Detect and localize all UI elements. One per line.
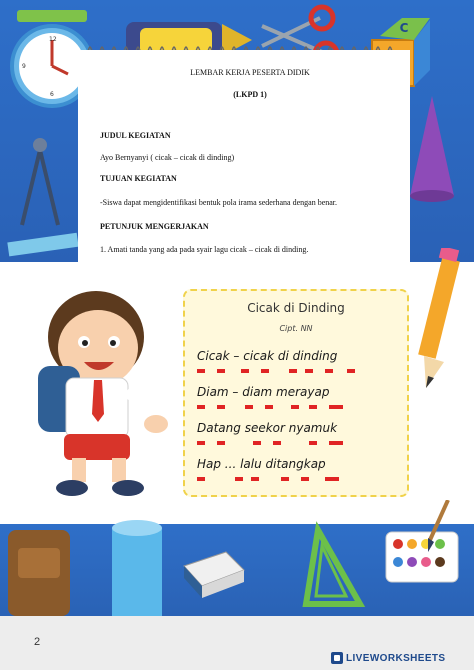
rhythm-mark: [301, 477, 309, 481]
rhythm-mark: [281, 477, 289, 481]
rhythm-mark: [235, 477, 243, 481]
rhythm-mark: [217, 441, 225, 445]
rhythm-mark: [251, 477, 259, 481]
section-heading-tujuan: TUJUAN KEGIATAN: [100, 174, 177, 183]
svg-text:6: 6: [50, 91, 54, 98]
lyric-line-4: Hap ... lalu ditangkap: [197, 457, 326, 471]
ruler-icon: [7, 233, 78, 257]
compass-icon: [22, 138, 58, 225]
section-text-petunjuk: 1. Amati tanda yang ada pada syair lagu cicak – cicak di dinding.: [100, 245, 309, 254]
pencil-icon: [416, 248, 460, 398]
rhythm-mark: [329, 441, 343, 445]
brand-text: LIVEWORKSHEETS: [346, 652, 446, 664]
lyric-line-3: Datang seekor nyamuk: [197, 421, 338, 435]
section-text-judul: Ayo Bernyanyi ( cicak – cicak di dinding): [100, 153, 235, 162]
rhythm-mark: [305, 369, 313, 373]
song-card: [183, 289, 409, 497]
svg-text:9: 9: [22, 63, 26, 70]
section-heading-judul: JUDUL KEGIATAN: [100, 131, 171, 140]
rhythm-mark: [197, 369, 205, 373]
cone-icon: [410, 96, 454, 202]
eraser-icon: [184, 552, 244, 598]
liveworksheets-brand[interactable]: [331, 650, 469, 666]
liveworksheets-logo-icon: [331, 652, 343, 664]
rhythm-mark: [253, 441, 261, 445]
bottom-decorations: [0, 500, 474, 616]
rhythm-mark: [197, 477, 205, 481]
worksheet-subtitle: (LKPD 1): [233, 90, 267, 99]
section-text-tujuan: -Siswa dapat mengidentifikasi bentuk pola irama sederhana dengan benar.: [100, 198, 338, 207]
song-credit: Cipt. NN: [279, 324, 313, 333]
song-title: Cicak di Dinding: [247, 301, 345, 315]
worksheet-title: LEMBAR KERJA PESERTA DIDIK: [190, 68, 310, 77]
rhythm-mark: [245, 405, 253, 409]
rhythm-mark: [329, 405, 343, 409]
rhythm-mark: [309, 405, 317, 409]
bag-icon: [8, 530, 70, 616]
rhythm-mark: [241, 369, 249, 373]
rhythm-mark: [265, 405, 273, 409]
boy-illustration: [28, 282, 178, 512]
rhythm-mark: [325, 369, 333, 373]
rhythm-mark: [217, 405, 225, 409]
triangle-ruler-icon: [306, 530, 360, 604]
rhythm-mark: [347, 369, 355, 373]
lyric-line-2: Diam – diam merayap: [197, 385, 330, 399]
section-heading-petunjuk: PETUNJUK MENGERJAKAN: [100, 222, 209, 231]
rhythm-mark: [291, 405, 299, 409]
svg-text:12: 12: [49, 36, 57, 43]
rhythm-mark: [197, 405, 205, 409]
rhythm-mark: [197, 441, 205, 445]
rhythm-mark: [261, 369, 269, 373]
lyric-line-1: Cicak – cicak di dinding: [197, 349, 338, 363]
cylinder-icon: [112, 520, 162, 616]
rhythm-mark: [273, 441, 281, 445]
rhythm-mark: [289, 369, 297, 373]
rhythm-mark: [217, 369, 225, 373]
rhythm-mark: [309, 441, 317, 445]
rhythm-mark: [325, 477, 339, 481]
paint-palette-icon: [386, 532, 458, 582]
page-number: 2: [34, 636, 41, 648]
block-letter-c: C: [399, 21, 409, 35]
